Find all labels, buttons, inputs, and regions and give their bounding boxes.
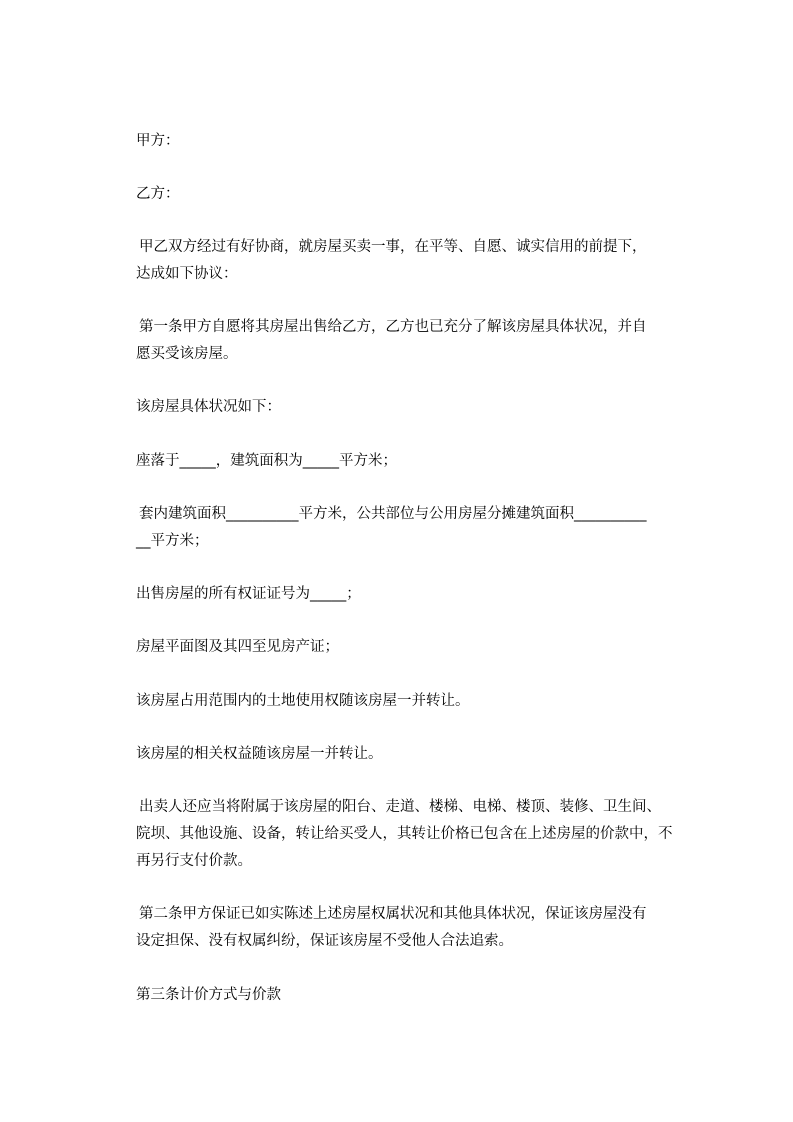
preamble-line-1: 甲乙双方经过有好协商，就房屋买卖一事，在平等、自愿、诚实信用的前提下， [139, 239, 647, 255]
attachments-line-1: 出卖人还应当将附属于该房屋的阳台、走道、楼梯、电梯、楼顶、装修、卫生间、 [139, 799, 661, 815]
attachments-line-3: 再另行支付价款。 [136, 853, 252, 869]
inner-area-line-2: __平方米； [136, 533, 209, 549]
party-a-label: 甲方： [136, 133, 180, 149]
article-2-line-1: 第二条甲方保证已如实陈述上述房屋权属状况和其他具体状况，保证该房屋没有 [139, 906, 647, 922]
article-1-line-2: 愿买受该房屋。 [136, 346, 238, 362]
house-status-intro: 该房屋具体状况如下： [136, 399, 281, 415]
related-rights-line: 该房屋的相关权益随该房屋一并转让。 [136, 746, 383, 762]
article-3-title: 第三条计价方式与价款 [136, 987, 281, 1003]
land-use-line: 该房屋占用范围内的土地使用权随该房屋一并转让。 [136, 693, 470, 709]
attachments-line-2: 院坝、其他设施、设备，转让给买受人，其转让价格已包含在上述房屋的价款中，不 [136, 826, 673, 842]
article-1-line-1: 第一条甲方自愿将其房屋出售给乙方，乙方也已充分了解该房屋具体状况，并自 [139, 319, 647, 335]
inner-area-line-1: 套内建筑面积__________平方米，公共部位与公用房屋分摊建筑面积__________ [139, 506, 647, 522]
party-b-label: 乙方： [136, 186, 180, 202]
location-area-line: 座落于_____，建筑面积为_____平方米； [136, 453, 397, 469]
preamble-line-2: 达成如下协议： [136, 266, 238, 282]
article-2-line-2: 设定担保、没有权属纠纷，保证该房屋不受他人合法追索。 [136, 933, 513, 949]
certificate-line: 出售房屋的所有权证证号为_____； [136, 586, 361, 602]
floor-plan-line: 房屋平面图及其四至见房产证； [136, 639, 339, 655]
